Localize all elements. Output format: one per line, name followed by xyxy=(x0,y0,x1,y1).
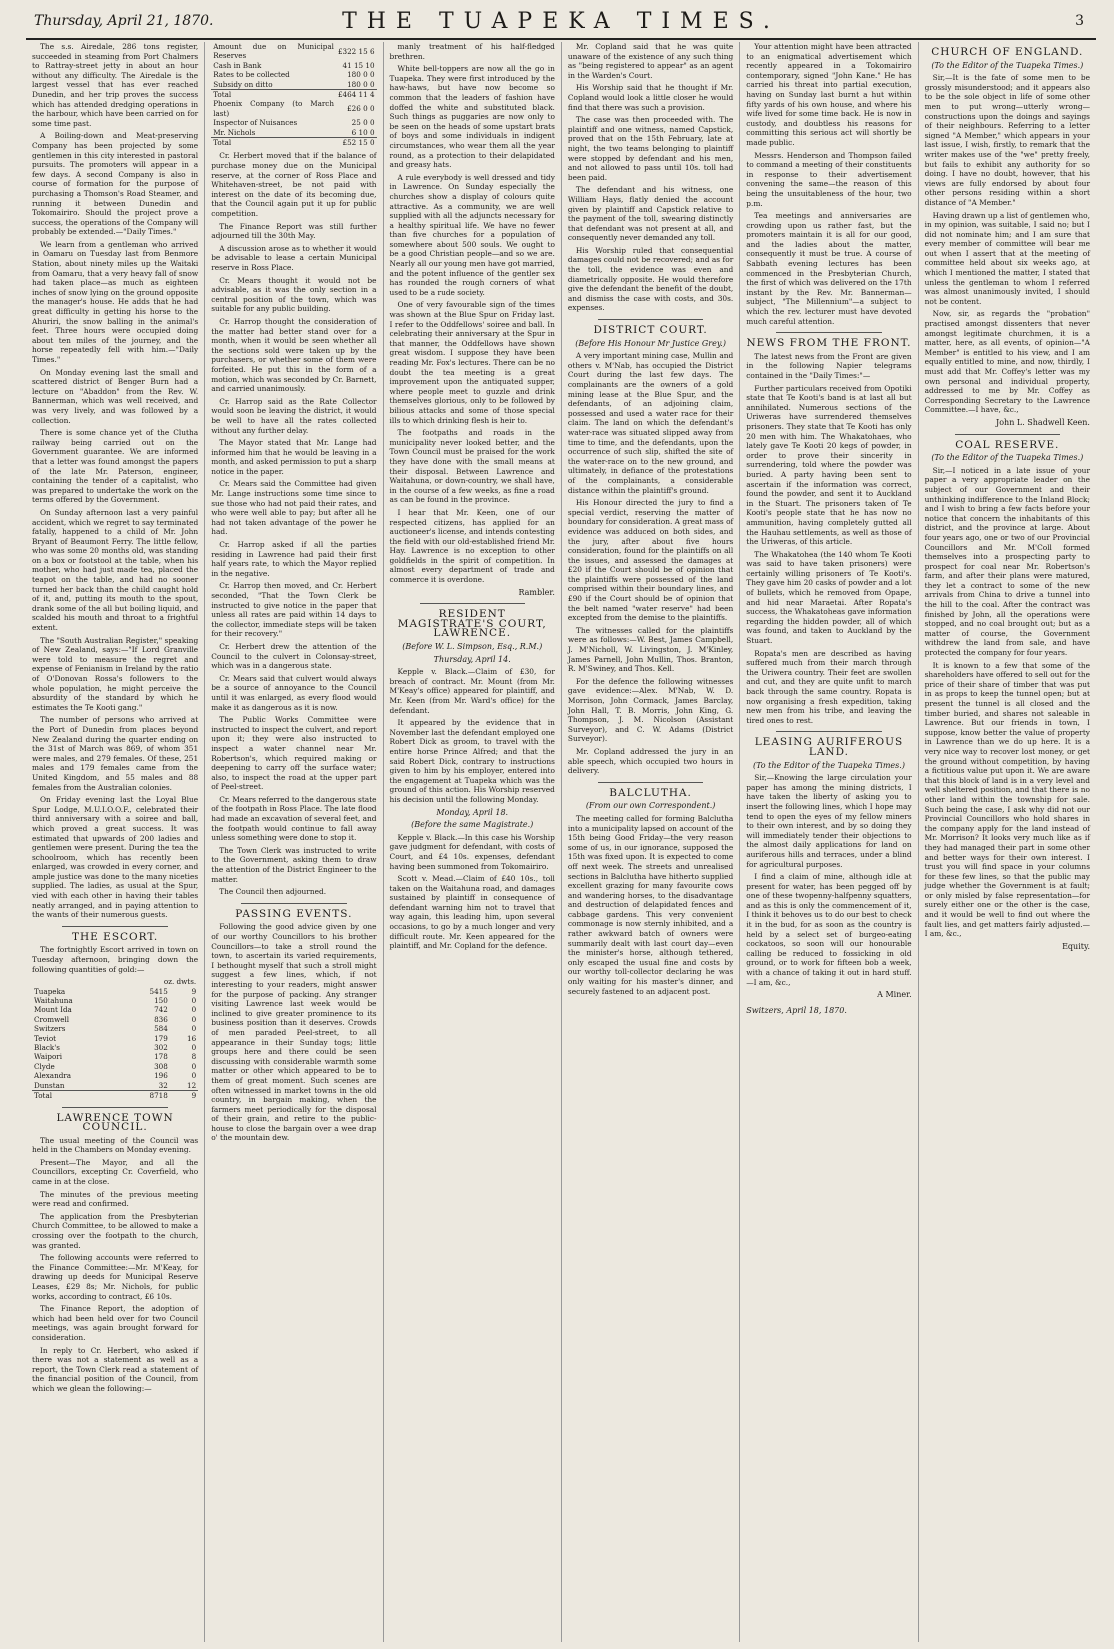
escort-place: Switzers xyxy=(34,1024,66,1034)
finance-total-label: Total xyxy=(211,90,336,100)
escort-oz: 308 xyxy=(154,1061,168,1071)
news-paragraph: Further particulars received from Opotiki state that Te Kooti's band is at last all but annihilated. Numerous sections of the Uriweras have surrendered themselves prisoners. They state that Te Kooti has only 20 men with him. The Whakatohaes, who lately gave Te Kooti 20 kegs of powder, in order to prove their sincerity in surrendering, told where the powder was buried. A party having been sent to ascertain if the information was correct, found the powder, and sent it to Auckland in the Stuart. The prisoners taken of Te Kooti's people state that he has now no ammunition, having completely gutted all the Hauhau settlements, as well as those of the Uriweras, of this article. xyxy=(746,383,912,547)
passing-events-paragraph: manly treatment of his half-fledged brethren. xyxy=(389,42,555,61)
escort-total-label: Total xyxy=(32,1091,122,1101)
passing-events-paragraph: A rule everybody is well dressed and tidy in Lawrence. On Sunday especially the churches show a display of colours quite attractive. As a community, we are well supplied with all the adjuncts necessary for a healthy spiritual life. We have no fewer than five churches for a population of somewhere about 500 souls. We ought to be a good Christian people—and so we are. Nearly all our young men have got married, and the potent influence of the gentler sex has rounded the rough corners of what used to be a rude society. xyxy=(389,172,555,297)
finance-amt: 41 15 10 xyxy=(342,60,375,70)
escort-dwts: 0 xyxy=(191,1043,197,1053)
divider xyxy=(776,332,881,333)
escort-dwts: 12 xyxy=(187,1080,197,1090)
page-number: 3 xyxy=(1075,13,1084,29)
letter-paragraph: Having drawn up a list of gentlemen who, in my opinion, was suitable, I said no; but I did not nominate him; and I am sure that every member of committee will bear me out when I assert that at the meeting of committee held about six weeks ago, at which I mentioned the matter, I stated that unless the gentleman to whom I referred was almost unanimously invited, I should not be content. xyxy=(924,210,1090,306)
divider xyxy=(598,782,703,783)
council-paragraph: Cr. Harrop asked if all the parties residing in Lawrence had paid their first half years rate, to which the Mayor replied in the negative. xyxy=(211,540,377,578)
court-paragraph: Scott v. Mead.—Claim of £40 10s., toll taken on the Waitahuna road, and damages sustained by plaintiff in consequence of defendant warning him not to travel that way again, this leading him, upon several occasions, to go by a much longer and very difficult route. Mr. Keen appeared for the plaintiff, and Mr. Copland for the defence. xyxy=(389,874,555,951)
balclutha-paragraph: Your attention might have been attracted to an enigmatical advertisement which recently appeared in a Tokomairiro contemporary, signed "John Kane." He has carried his threat into partial execution, having on Sunday last burnt a hut within fifty yards of his own house, and where his wife lived for some time back. He is now in custody, and doubtless his reasons for committing this serious act will shortly be made public. xyxy=(746,42,912,147)
escort-place: Waipori xyxy=(34,1052,63,1062)
escort-oz: 5415 xyxy=(149,986,168,996)
letter-paragraph: Sir,—It is the fate of some men to be grossly misunderstood; and it appears also to be the sole object in life of some other men to put wrong—utterly wrong—constructions upon the doings and sayings of their neighbours. Referring to a letter signed "A Member," which appears in your last issue, I wish, firstly, to remark that the writer makes use of the "we" pretty freely, but fails to exhibit any authority for so doing. I have no doubt, however, that his views are fully endorsed by about four other persons residing within a short distance of "A Member." xyxy=(924,73,1090,207)
letter-paragraph: Sir,—I noticed in a late issue of your paper a very appropriate leader on the subject of our Government and their unthinking indifference to the Inland Block; and I wish to bring a few facts before your notice that concern the inhabitants of this district, and the province at large. About four years ago, one or two of our Provincial Councillors and Mr. M'Coll formed themselves into a prospecting party to prospect for coal near Mr. Robertson's farm, and after their plans were matured, they let a contract to some of the new arrivals from China to drive a tunnel into the hill to the coal. After the contract was finished by John, all the operations were stopped, and no coal brought out; but as a matter of course, the Government withdrew the land from sale, and have protected the company for four years. xyxy=(924,465,1090,658)
court-paragraph: It appeared by the evidence that in November last the defendant employed one Robert Dick as groom, to travel with the entire horse Prince Alfred; and that the said Robert Dick, contrary to instructions given to him by his employer, entered into the engagement at Tuapeka which was the ground of this action. His Worship reserved his decision until the following Monday. xyxy=(389,718,555,804)
court-paragraph: The defendant and his witness, one William Hays, flatly denied the account given by plaintiff and Capstick relative to the payment of the toll, swearing distinctly that defendant was not present at all, and consequently never demanded any toll. xyxy=(567,185,734,243)
finance-amt: 25 0 0 xyxy=(351,118,375,128)
escort-oz: 584 xyxy=(154,1024,168,1034)
finance-row xyxy=(211,70,376,79)
newspaper-title: THE TUAPEKA TIMES. xyxy=(342,9,780,34)
finance-row xyxy=(211,61,376,70)
council-paragraph: Cr. Mears thought it would not be advisable, as it was the only section in a central position of the town, which was suitable for any public building. xyxy=(211,275,377,314)
council-paragraph: Cr. Harrop then moved, and Cr. Herbert seconded, "That the Town Clerk be instructed to give notice in the paper that unless all rates are paid within 14 days to the collector, immediate steps will be taken for their recovery." xyxy=(211,581,377,639)
monday-heading: Monday, April 18. xyxy=(436,807,509,817)
coal-signature: Equity. xyxy=(1062,941,1090,951)
finance-table xyxy=(211,42,376,147)
escort-row xyxy=(32,1043,198,1052)
finance-row xyxy=(211,42,376,61)
court-paragraph: The case was then proceeded with. The plaintiff and one witness, named Capstick, proved that on the 15th February, late at night, the two teams belonging to plaintiff were stopped by defendant and his men, and not allowed to pass until 10s. toll had been paid. xyxy=(567,115,734,182)
article-paragraph: The "South Australian Register," speaking of New Zealand, says:—"If Lord Granville were told to measure the regret and expense of Fenianism in Ireland by the ratio of O'Donovan Rossa's followers to the whole population, he might perceive the absurdity of the standard by which he estimates the Te Kooti gang." xyxy=(32,635,199,712)
escort-row xyxy=(32,1052,198,1061)
council-paragraph: The Council then adjourned. xyxy=(219,887,327,897)
finance-total-2: £52 15 0 xyxy=(336,138,377,148)
passing-events-paragraph: White bell-toppers are now all the go in Tuapeka. They were first introduced by the haw-haws, but have now become so common that the leaders of fashion have doffed the white and substituted black. Such things as puggaries are now only to be seen on the heads of some upstart brats of boys and some individuals in indigent circumstances, who wear them all the year round, as a protection to their delapidated and greasy hats. xyxy=(389,64,555,170)
passing-events-paragraph: I hear that Mr. Keen, one of our respected citizens, has applied for an auctioneer's license, and intends contesting the field with our old-established friend Mr. Hay. Lawrence is no exception to other goldfields in the spirit of competition. In almost every department of trade and commerce it is overdone. xyxy=(389,507,555,585)
finance-amt: 180 0 0 xyxy=(347,70,375,80)
letter-paragraph: Now, sir, as regards the "probation" practised amongst dissenters that never amongst legitimate churchmen, it is a matter, here, as all events, of opinion—"A Member" is entitled to his view, and I am equally entitled to mine, and now, thirdly, I must add that Mr. Coffey's letter was my own personal and individual property, addressed to me by Mr. Coffey as Corresponding Secretary to the Lawrence Committee.—I have, &c., xyxy=(924,309,1090,415)
council-paragraph: The Mayor stated that Mr. Lange had informed him that he would be leaving in a month, and asked permission to put a sharp notice in the paper. xyxy=(211,438,377,476)
column-2 xyxy=(204,42,382,1642)
rm-court-date: Thursday, April 14. xyxy=(433,654,511,664)
court-paragraph: Kepple v. Black.—In this case his Worship gave judgment for defendant, with costs of Court, and £4 10s. expenses, defendant having been summoned from Tokomairiro. xyxy=(389,832,555,871)
council-paragraph: The application from the Presbyterian Church Committee, to be allowed to make a crossing over the footpath to the church, was granted. xyxy=(32,1211,199,1250)
coal-subheading: (To the Editor of the Tuapeka Times.) xyxy=(931,453,1084,463)
escort-total-dwts: 9 xyxy=(170,1091,198,1101)
escort-oz: 836 xyxy=(154,1014,168,1024)
article-paragraph: A Boiling-down and Meat-preserving Company has been projected by some gentlemen in this city interested in pastoral pursuits. The promoters will appear in a few days. A second Company is also in course of formation for the purpose of purchasing a Thomson's Road Steamer, and running it between Dunedin and Tokomairiro. Should the project prove a success, the operations of the Company will probably be extended.—"Daily Times." xyxy=(32,131,199,237)
column-1 xyxy=(26,42,204,1642)
article-paragraph: We learn from a gentleman who arrived in Oamaru on Tuesday last from Benmore Station, about ninety miles up the Waitaki from Oamaru, that a very heavy fall of snow had taken place—as much as eighteen inches of snow lying on the ground opposite the manager's house. He adds that he had great difficulty in getting his horse to the Ahuriri, the snow balling in the animal's feet. Three hours were occupied doing about ten miles of the journey, and the horse repeatedly fell with him.—"Daily Times." xyxy=(32,239,199,364)
news-paragraph: The Whakatohea (the 140 whom Te Kooti was said to have taken prisoners) were certainly willing prisoners of Te Kooti's. They gave him 20 casks of powder and a lot of bullets, which he removed from Opape, and hid near Maraetai. After Ropata's success, the Whakatoheas gave information regarding the hidden powder, all of which was found, and taken to Auckland by the Stuart. xyxy=(746,549,912,646)
finance-total-1: £464 11 4 xyxy=(337,90,375,100)
escort-dwts: 16 xyxy=(187,1033,197,1043)
news-paragraph: The latest news from the Front are given in the following Napier telegrams contained in the "Daily Times:"— xyxy=(746,351,912,380)
passing-events-heading: PASSING EVENTS. xyxy=(235,907,353,920)
escort-row xyxy=(32,1081,198,1091)
balclutha-paragraph: The meeting called for forming Balclutha into a municipality lapsed on account of the 15th being Good Friday—the very reason some of us, in our ignorance, supposed the 15th was fixed upon. It is expected to come off next week. The streets and unrealised sections in Balclutha have hitherto supplied excellent grazing for many favourite cows and wandering horses, to the disadvantage and destruction of delapidated fences and cabbage gardens. This very convenient commonage is now sternly inhibited, and a rather awkward batch of owners were summarily dealt with last court day—even the minister's horse, although tethered, only escaped the usual fine and costs by our worthy toll-collector declaring he was only waiting for his master's dinner, and securely fastened to an adjacent post. xyxy=(567,813,734,996)
escort-place: Alexandra xyxy=(34,1071,72,1081)
news-front-heading: NEWS FROM THE FRONT. xyxy=(746,337,912,350)
balclutha-subheading: (From our own Correspondent.) xyxy=(585,801,716,811)
divider xyxy=(62,1107,168,1108)
divider xyxy=(776,731,881,732)
finance-amt: £26 0 0 xyxy=(347,104,375,114)
finance-total-label-2: Total xyxy=(211,138,336,148)
district-court-subheading: (Before His Honour Mr Justice Grey.) xyxy=(575,338,726,348)
article-paragraph: On Monday evening last the small and scattered district of Benger Burn had a lecture on "Abaddon" from the Rev. W. Bannerman, which was well received, and was very lively, and was followed by a collection. xyxy=(32,367,199,425)
council-paragraph: The minutes of the previous meeting were read and confirmed. xyxy=(32,1189,199,1209)
leasing-subheading: (To the Editor of the Tuapeka Times.) xyxy=(752,760,905,770)
letter-paragraph: I find a claim of mine, although idle at present for water, has been pegged off by one of these twopenny-halfpenny squatters, and as this is only the commencement of it, I think it behoves us to do our best to check it in the bud, for as soon as the country is held by a select set of burgeo-eating cockatoos, so soon will our honourable calling be reduced to fossicking in old ground, or to work for fifteen bob a week, with a chance of taking it out in hard stuff.—I am, &c., xyxy=(746,872,912,987)
finance-item: Phoenix Company (to March last) xyxy=(213,99,334,118)
divider xyxy=(955,434,1060,435)
escort-dwts: 9 xyxy=(191,986,197,996)
issue-date: Thursday, April 21, 1870. xyxy=(34,13,214,29)
district-court-paragraph: For the defence the following witnesses gave evidence:—Alex. M'Nab, W. D. Morrison, John Cormack, James Barclay, John Hall, T. B. Morris, John King, G. Thompson, J. M. Nicolson (Assistant Surveyor), and C. W. Adams (District Surveyor). xyxy=(567,676,734,744)
court-paragraph: His Worship ruled that consequential damages could not be recovered; and as for the toll, the evidence was even and diametrically opposite. He would therefore give the defendant the benefit of the doubt, and dismiss the case with costs, and 30s. expenses. xyxy=(567,245,734,313)
council-paragraph: Cr. Mears said that culvert would always be a source of annoyance to the Council until it was enlarged, as every flood would make it as dangerous as it is now. xyxy=(211,673,377,712)
district-court-heading: DISTRICT COURT. xyxy=(593,324,708,337)
rm-court-subheading: (Before W. L. Simpson, Esq., R.M.) xyxy=(402,642,543,652)
escort-place: Mount Ida xyxy=(34,1005,72,1015)
letter-paragraph: It is known to a few that some of the shareholders have offered to sell out for the price of their share of timber that was put in as props to keep the tunnel open; but at present the tunnel is all closed and the timber buried, and shares not saleable in Lawrence. But our friends in town, I suppose, know better the value of property in Lawrence than we do up here. It is a very nice way to recover lost money, or get the ground without competition, by having a fictitious value put upon it. We are aware that this block of land is in a very level and well sheltered position, and that there is no other land within the township for sale. Such being the case, I ask why did not our Provincial Councillors who hold shares in the company apply for the land instead of Mr. Morrison? It looks very much like as if they had managed their part in some other and better ways for their own interest. I trust you will find space in your columns for these few lines, so that the public may judge whether the Government is at fault; or only misled by false representation—for surely either one or the other is the case, and it would be well to find out where the fault lies, and get matters fairly adjusted.—I am, &c., xyxy=(924,660,1090,939)
escort-dwts: 0 xyxy=(191,1024,197,1034)
escort-row xyxy=(32,987,198,996)
court-paragraph: Mr. Copland said that he was quite unaware of the existence of any such thing as "being registered to appear" as an agent in the Warden's Court. xyxy=(567,42,734,80)
passing-events-paragraph: The footpaths and roads in the municipality never looked better, and the Town Council must be praised for the work they have done with the small means at their disposal. Between Lawrence and Waitahuna, or down-country, we shall have, in the course of a few weeks, as fine a road as can be found in the province. xyxy=(389,428,555,505)
escort-dwts: 0 xyxy=(191,1014,197,1024)
council-paragraph: The Finance Report was still further adjourned till the 30th May. xyxy=(211,221,377,241)
finance-item: Amount due on Municipal Reserves xyxy=(213,42,334,61)
article-paragraph: The number of persons who arrived at the Port of Dunedin from places beyond New Zealand during the quarter ending on the 31st of March was 869, of whom 351 were males, and 279 females. Of these, 251 males and 179 females came from the United Kingdom, and 55 males and 88 females from the Australian colonies. xyxy=(32,715,199,792)
church-heading: CHURCH OF ENGLAND. xyxy=(931,46,1084,58)
council-paragraph: The Town Clerk was instructed to write to the Government, asking them to draw the attention of the District Engineer to the matter. xyxy=(211,845,377,884)
council-paragraph: In reply to Cr. Herbert, who asked if there was not a statement as well as a report, the Town Clerk read a statement of the financial position of the Council, from which we glean the following:— xyxy=(32,1345,199,1393)
escort-row xyxy=(32,1062,198,1071)
finance-row xyxy=(211,118,376,127)
finance-row xyxy=(211,80,376,90)
rambler-signature: Rambler. xyxy=(518,587,555,597)
finance-row xyxy=(211,99,376,118)
escort-oz: 32 xyxy=(158,1080,168,1090)
divider xyxy=(62,926,168,927)
escort-place: Clyde xyxy=(34,1061,55,1071)
escort-dwts: 0 xyxy=(191,1005,197,1015)
leasing-place: Switzers, April 18, 1870. xyxy=(746,1005,847,1015)
escort-row xyxy=(32,1024,198,1033)
leasing-heading: LEASING AURIFEROUS LAND. xyxy=(754,736,904,758)
divider xyxy=(241,903,346,904)
escort-unit: oz. dwts. xyxy=(163,977,197,987)
balclutha-paragraph: Messrs. Henderson and Thompson failed to command a meeting of their constituents in response to their advertisement convening the same—the reason of this being the unsuitableness of the hour, two p.m. xyxy=(746,150,912,208)
finance-item: Subsidy on ditto xyxy=(213,79,273,89)
letter-paragraph: Sir,—Knowing the large circulation your paper has among the mining districts, I have taken the liberty of asking you to insert the following lines, which I hope may tend to open the eyes of my fellow miners to their own interest, and by so doing they will immediately tender their objections to the almost daily applications for land on auriferous hills and terraces, under a blind for agricultural purposes. xyxy=(746,773,912,869)
escort-place: Black's xyxy=(34,1043,60,1053)
finance-amt: 6 10 0 xyxy=(351,127,375,137)
finance-item: Cash in Bank xyxy=(213,60,262,70)
divider xyxy=(420,603,525,604)
escort-oz: 179 xyxy=(154,1033,168,1043)
council-paragraph: The usual meeting of the Council was held in the Chambers on Monday evening. xyxy=(32,1135,199,1155)
council-paragraph: Cr. Harrop thought the consideration of the matter had better stand over for a month, when it would be seen whether all the sections sold were taken up by the purchasers, or whether some of them were forfeited. He put this in the form of a motion, which was seconded by Cr. Barnett, and carried unanimously. xyxy=(211,316,377,394)
escort-row xyxy=(32,996,198,1005)
article-paragraph: There is some chance yet of the Clutha railway being carried out on the Government guarantee. We are informed that a letter was found amongst the papers of the late Mr. Paterson, engineer, containing the tender of a capitalist, who was prepared to undertake the work on the terms offered by the Government. xyxy=(32,428,199,505)
escort-dwts: 0 xyxy=(191,996,197,1006)
escort-row xyxy=(32,1015,198,1024)
escort-table xyxy=(32,977,198,1100)
divider xyxy=(598,319,703,320)
finance-item: Inspector of Nuisances xyxy=(213,118,298,128)
finance-row xyxy=(211,128,376,138)
finance-amt: 180 0 0 xyxy=(347,79,375,89)
council-paragraph: A discussion arose as to whether it would be advisable to lease a certain Municipal reserve in Ross Place. xyxy=(211,243,377,272)
church-signature: John L. Shadwell Keen. xyxy=(996,417,1090,427)
council-paragraph: Cr. Mears said the Committee had given Mr. Lange instructions some time since to sue those who had not paid their rates, and who were well able to pay; but after all he had not taken advantage of the power he had. xyxy=(211,479,377,537)
rm-court-heading: RESIDENT MAGISTRATE'S COURT, LAWRENCE. xyxy=(397,608,547,640)
column-3 xyxy=(383,42,561,1642)
escort-row xyxy=(32,1034,198,1043)
council-heading: LAWRENCE TOWN COUNCIL. xyxy=(56,1111,174,1134)
column-4 xyxy=(561,42,739,1642)
district-court-paragraph: His Honour directed the jury to find a special verdict, reserving the matter of boundary for consideration. A great mass of evidence was adduced on both sides, and the jury, after about five hours consideration, found for the plaintiffs on all the issues, and assessed the damages at £20 if the Court should be of opinion that the plaintiffs were possessed of the land comprised within their boundary lines, and £90 if the Court should be of opinion that the belt named "water reserve" had been excepted from the demise to the plaintiffs. xyxy=(567,498,734,623)
escort-intro: The fortnightly Escort arrived in town on Tuesday afternoon, bringing down the following quantities of gold:— xyxy=(32,945,199,974)
monday-subheading: (Before the same Magistrate.) xyxy=(411,820,534,830)
leasing-signature: A Miner. xyxy=(877,990,912,1000)
escort-place: Cromwell xyxy=(34,1014,70,1024)
finance-amt: £322 15 6 xyxy=(337,46,375,56)
district-court-paragraph: Mr. Copland addressed the jury in an able speech, which occupied two hours in delivery. xyxy=(567,746,734,776)
court-paragraph: Kepple v. Black.—Claim of £30, for breach of contract. Mr. Mount (from Mr. M'Keay's office) appeared for plaintiff, and Mr. Keen (from Mr. Ward's office) for the defendant. xyxy=(389,667,555,715)
escort-oz: 302 xyxy=(154,1043,168,1053)
coal-heading: COAL RESERVE. xyxy=(955,438,1060,451)
escort-dwts: 0 xyxy=(191,1071,197,1081)
passing-events-paragraph: Following the good advice given by one of our worthy Councillors to his brother Councillors—to take a stroll round the town, to ascertain its varied requirements, I bethought myself that such a stroll might suggest a few lines, which, if not interesting to your readers, might answer for the purpose of packing. Any stranger visiting Lawrence last week would be inclined to give greater prominence to its business position than it deserves. Crowds of men paraded Peel-street, to all appearance in their Sunday togs; little groups here and there could be seen discussing with considerable warmth some matter or other which appeared to be to them of great moment. Such scenes are often witnessed in market towns in the old country, in bargain making, when the farmers meet periodically for the disposal of their grain, and retire to the public-house to close the bargain over a wee drap o' the mountain dew. xyxy=(211,922,377,1143)
escort-total-oz: 8718 xyxy=(122,1091,170,1101)
masthead xyxy=(26,8,1096,40)
council-paragraph: Present—The Mayor, and all the Councillors, excepting Cr. Coverfield, who came in at the close. xyxy=(32,1157,199,1187)
finance-item: Rates to be collected xyxy=(213,70,290,80)
district-court-paragraph: A very important mining case, Mullin and others v. M'Nab, has occupied the District Court during the last few days. The complainants are the owners of a gold mining lease at the Blue Spur, and the defendants, of an adjoining claim, possessed and used a water race for their claim. The land on which the defendant's water-race was situated slipped away from time to time, and the defendants, upon the occurrence of such slip, shifted the site of the water-race on to the new ground, and ultimately, in defiance of the protestations of the complainants, a considerable distance within the plaintiff's ground. xyxy=(567,351,734,495)
church-subheading: (To the Editor of the Tuapeka Times.) xyxy=(931,60,1084,70)
escort-oz: 150 xyxy=(154,996,168,1006)
escort-place: Tuapeka xyxy=(34,986,66,996)
column-6 xyxy=(918,42,1096,1642)
finance-item: Mr. Nichols xyxy=(213,127,256,137)
escort-oz: 196 xyxy=(154,1071,168,1081)
balclutha-heading: BALCLUTHA. xyxy=(609,786,692,799)
district-court-paragraph: The witnesses called for the plaintiffs were as follows:—W. Best, James Campbell, J. M'Nicholl, W. Livingston, J. M'Kinley, James Parnell, John Mullin, Thos. Branton, R. M'Swiney, and Thos. Kell. xyxy=(567,625,734,674)
passing-events-paragraph: One of very favourable sign of the times was shown at the Blue Spur on Friday last. I refer to the Oddfellows' soiree and ball. In celebrating their anniversary at the Spur in that manner, the Oddfellows have shown great wisdom. I suppose they have been reading Mr. Fox's lectures. There can be no doubt the tea meeting is a great improvement upon the antiquated supper, where people meet to guzzle and drink themselves glorious, only to be followed by bilious attacks and some of those special ills to which drinking flesh is heir to. xyxy=(389,300,555,425)
balclutha-paragraph: Tea meetings and anniversaries are crowding upon us rather fast, but the promoters maintain it is all for our good, and the ladies about the matter, consequently it must be true. A course of Sabbath evening lectures has been commenced in the Presbyterian Church, the first of which was delivered on the 17th instant by the Rev. Mr. Bannerman—subject, "The Millennium"—a subject to which the rev. lecturer must have devoted much careful attention. xyxy=(746,211,912,326)
escort-place: Dunstan xyxy=(34,1080,65,1090)
column-5 xyxy=(739,42,917,1642)
escort-dwts: 0 xyxy=(191,1061,197,1071)
council-paragraph: Cr. Harrop said as the Rate Collector would soon be leaving the district, it would be well to have all the rates collected without any further delay. xyxy=(211,396,377,435)
article-paragraph: On Friday evening last the Loyal Blue Spur Lodge, M.U.I.O.O.F., celebrated their third anniversary with a soiree and ball, which proved a great success. It was estimated that upwards of 200 ladies and gentlemen were present. During the tea the schoolroom, which has recently been enlarged, was crowded in every corner, and ample justice was done to the many niceties supplied. The ladies, as usual at the Spur, vied with each other in having their tables neatly arranged, and in paying attention to the wants of their numerous guests. xyxy=(32,795,199,920)
council-paragraph: The Finance Report, the adoption of which had been held over for two Council meetings, was again brought forward for consideration. xyxy=(32,1304,199,1342)
escort-oz: 742 xyxy=(154,1005,168,1015)
escort-heading: THE ESCORT. xyxy=(72,930,159,943)
council-paragraph: Cr. Herbert moved that if the balance of purchase money due on the Municipal reserve, at the corner of Ross Place and Whitehaven-street, be not paid with interest on the date of its becoming due, that the Council again put it up for public competition. xyxy=(211,151,377,219)
escort-oz: 178 xyxy=(154,1052,168,1062)
escort-dwts: 8 xyxy=(191,1052,197,1062)
article-paragraph: On Sunday afternoon last a very painful accident, which we regret to say terminated fatally, happened to a child of Mr. John Bryant of Beaumont Ferry. The little fellow, who was some 20 months old, was standing on a box or footstool at the table, when his mother, who had just made tea, placed the teapot on the table, and had no sooner turned her back than the child caught hold of it, and, putting its mouth to the spout, drank some of the all but boiling liquid, and scalded his mouth and throat to a frightful extent. xyxy=(32,507,199,633)
article-paragraph: The s.s. Airedale, 286 tons register, succeeded in steaming from Port Chalmers to Rattray-street jetty in about an hour without any difficulty. The Airedale is the largest vessel that has ever reached Dunedin, and her trip proves the success which has attended dredging operations in the harbour, which have been carried on for some time past. xyxy=(32,42,199,128)
news-paragraph: Ropata's men are described as having suffered much from their march through the Uriwera country. Their feet are swollen and cut, and they are quite unfit to march back through the same country. Ropata is now organising a fresh expedition, taking new men from his tribe, and leaving the tired ones to rest. xyxy=(746,648,912,725)
council-paragraph: Cr. Mears referred to the dangerous state of the footpath in Ross Place. The late flood had made an excavation of several feet, and the footpath would continue to fall away unless something were done to stop it. xyxy=(211,794,377,843)
escort-place: Teviot xyxy=(34,1033,57,1043)
council-paragraph: The Public Works Committee were instructed to inspect the culvert, and report upon it; they were also instructed to inspect a water channel near Mr. Robertson's, which required making or deepening to carry off the surface water; also, to inspect the road at the upper part of Peel-street. xyxy=(211,715,377,792)
escort-place: Waitahuna xyxy=(34,996,73,1006)
council-paragraph: Cr. Herbert drew the attention of the Council to the culvert in Colonsay-street, which was in a dangerous state. xyxy=(211,641,377,671)
court-paragraph: His Worship said that he thought if Mr. Copland would look a little closer he would find that there was such a provision. xyxy=(567,83,734,112)
escort-row xyxy=(32,1005,198,1014)
escort-row xyxy=(32,1071,198,1080)
council-paragraph: The following accounts were referred to the Finance Committee:—Mr. M'Keay, for drawing up deeds for Municipal Reserve Leases, £29 8s; Mr. Nichols, for public works, according to contract, £6 10s. xyxy=(32,1253,199,1301)
